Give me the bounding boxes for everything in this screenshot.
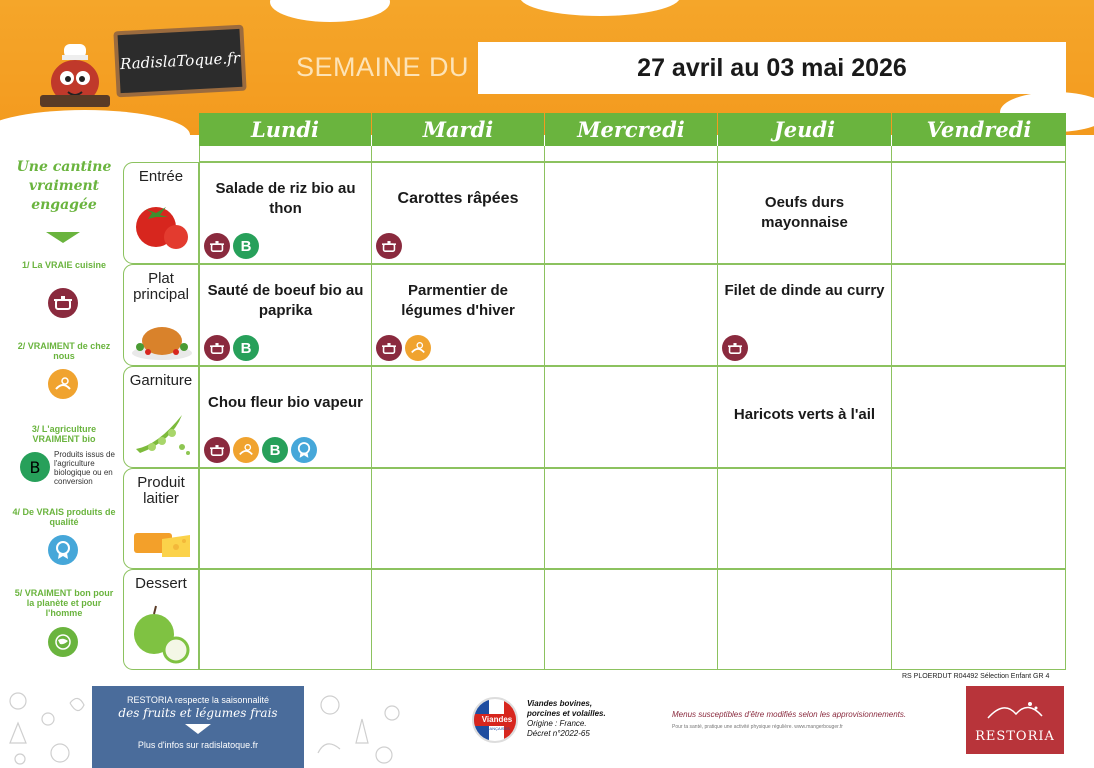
menu-cell xyxy=(717,366,892,468)
sidebar-item-agriculture-bio: 3/ L'agriculture VRAIMENT bio xyxy=(31,424,97,444)
restoria-logo xyxy=(966,686,1064,754)
restoria-logo-text: RESTORIA xyxy=(975,729,1055,744)
dish-name: Sauté de boeuf bio au paprika xyxy=(207,282,364,319)
peas-icon xyxy=(132,409,192,455)
cheese-icon xyxy=(132,527,192,559)
row-label-dessert xyxy=(123,569,199,670)
bio-icon: B xyxy=(262,437,288,463)
viandes-logo-text: Viandes xyxy=(474,714,518,726)
sidebar-item-produits-qualite: 4/ De VRAIS produits de qualité xyxy=(12,507,116,527)
menu-cell xyxy=(717,162,892,264)
menu-cell xyxy=(544,264,718,366)
dish-name: Carottes râpées xyxy=(397,190,519,207)
roast-chicken-icon xyxy=(130,319,194,361)
menu-cell xyxy=(717,569,892,670)
viandes-logo-subtext: FRANÇAISES xyxy=(484,726,510,731)
header-spacer xyxy=(891,146,1066,162)
quality-medal-icon xyxy=(291,437,317,463)
dish-name: Salade de riz bio au thon xyxy=(215,180,356,217)
menu-cell xyxy=(891,569,1066,670)
seasonality-line-2: des fruits et légumes frais xyxy=(118,706,278,720)
label-badges xyxy=(204,335,259,361)
label-badges xyxy=(376,233,402,259)
day-header-jeudi: Jeudi xyxy=(718,113,891,146)
menu-cell xyxy=(371,162,545,264)
header-spacer xyxy=(544,146,718,162)
bio-note: Produits issus de l'agriculture biologique ou en conversion xyxy=(54,450,115,486)
row-label-entree xyxy=(123,162,199,264)
radislatoque-logo: RadislaToque.fr xyxy=(113,25,246,98)
dish-name: Oeufs durs mayonnaise xyxy=(761,194,848,231)
row-label-text: Produit laitier xyxy=(137,474,185,507)
menu-cell xyxy=(891,468,1066,569)
dish-name: Filet de dinde au curry xyxy=(724,282,885,299)
local-field-icon xyxy=(48,369,78,399)
down-arrow-icon xyxy=(46,232,80,243)
seasonality-panel xyxy=(92,686,304,768)
sidebar-item-planete: 5/ VRAIMENT bon pour la planète et pour l'homme xyxy=(14,588,114,618)
menu-cell xyxy=(544,468,718,569)
viandes-line: Origine : France. xyxy=(527,719,587,728)
menu-cell xyxy=(717,468,892,569)
cooking-pot-icon xyxy=(376,233,402,259)
cloud-decoration xyxy=(0,110,190,160)
label-badges xyxy=(204,233,259,259)
menu-cell xyxy=(544,366,718,468)
health-advice-note: Pour ta santé, pratique une activité physique régulière. www.mangerbouger.fr xyxy=(672,724,843,730)
row-label-produit-laitier xyxy=(123,468,199,569)
menu-cell xyxy=(199,162,372,264)
viandes-line: Décret n°2022-65 xyxy=(527,729,590,738)
row-label-plat xyxy=(123,264,199,366)
header-spacer xyxy=(371,146,545,162)
planet-icon xyxy=(48,627,78,657)
down-arrow-icon xyxy=(185,724,211,734)
cooking-pot-icon xyxy=(48,288,78,318)
day-header-lundi: Lundi xyxy=(199,113,371,146)
menu-cell xyxy=(199,468,372,569)
row-label-text: Dessert xyxy=(135,575,187,592)
cooking-pot-icon xyxy=(376,335,402,361)
viandes-origin-text xyxy=(527,699,606,739)
menu-cell xyxy=(717,264,892,366)
label-badges xyxy=(722,335,748,361)
radish-chef-mascot-icon xyxy=(40,40,110,110)
cooking-pot-icon xyxy=(204,233,230,259)
sidebar-item-de-chez-nous: 2/ VRAIMENT de chez nous xyxy=(17,341,111,361)
bio-icon: B xyxy=(233,335,259,361)
dish-name: Haricots verts à l'ail xyxy=(733,406,876,423)
semaine-label: SEMAINE DU xyxy=(296,52,470,82)
sidebar-title: Une cantine vraiment engagée xyxy=(16,159,112,213)
row-label-text: Garniture xyxy=(129,372,193,389)
local-field-icon xyxy=(405,335,431,361)
local-field-icon xyxy=(233,437,259,463)
cooking-pot-icon xyxy=(722,335,748,361)
menu-cell xyxy=(891,162,1066,264)
dish-name: Chou fleur bio vapeur xyxy=(207,394,363,411)
day-header-vendredi: Vendredi xyxy=(892,113,1066,146)
menu-cell xyxy=(544,569,718,670)
restoria-emblem-icon xyxy=(984,696,1046,726)
menu-cell xyxy=(891,264,1066,366)
sidebar-item-vraie-cuisine: 1/ La VRAIE cuisine xyxy=(21,260,107,270)
viandes-line: Viandes bovines, xyxy=(527,699,593,708)
viandes-line: porcines et volailles. xyxy=(527,709,606,718)
bio-icon: B xyxy=(20,452,50,482)
header-spacer xyxy=(199,146,372,162)
cooking-pot-icon xyxy=(204,437,230,463)
viandes-francaises-logo xyxy=(472,697,518,743)
menu-cell xyxy=(199,264,372,366)
menu-cell xyxy=(371,264,545,366)
day-header-mercredi: Mercredi xyxy=(545,113,717,146)
menu-cell xyxy=(891,366,1066,468)
menu-cell xyxy=(371,468,545,569)
day-header-mardi: Mardi xyxy=(372,113,544,146)
row-label-garniture xyxy=(123,366,199,468)
menus-modification-note: Menus susceptibles d'être modifiés selon les approvisionnements. xyxy=(672,710,907,719)
cooking-pot-icon xyxy=(204,335,230,361)
row-label-text: Entrée xyxy=(138,168,184,185)
menu-reference: RS PLOERDUT R04492 Sélection Enfant GR 4 xyxy=(902,673,1050,680)
menu-cell xyxy=(199,569,372,670)
menu-cell xyxy=(544,162,718,264)
more-info-link[interactable]: Plus d'infos sur radislatoque.fr xyxy=(137,740,259,750)
label-badges xyxy=(376,335,431,361)
header-spacer xyxy=(717,146,892,162)
green-apple-icon xyxy=(132,604,192,664)
row-label-text: Plat principal xyxy=(133,270,189,303)
tomato-icon xyxy=(132,197,192,253)
bio-icon: B xyxy=(233,233,259,259)
menu-cell xyxy=(371,366,545,468)
seasonality-line-1: RESTORIA respecte la saisonnalité xyxy=(127,695,269,705)
quality-medal-icon xyxy=(48,535,78,565)
dish-name: Parmentier de légumes d'hiver xyxy=(401,282,515,319)
menu-cell xyxy=(371,569,545,670)
menu-cell xyxy=(199,366,372,468)
week-date-range: 27 avril au 03 mai 2026 xyxy=(478,42,1066,94)
label-badges xyxy=(204,437,317,463)
